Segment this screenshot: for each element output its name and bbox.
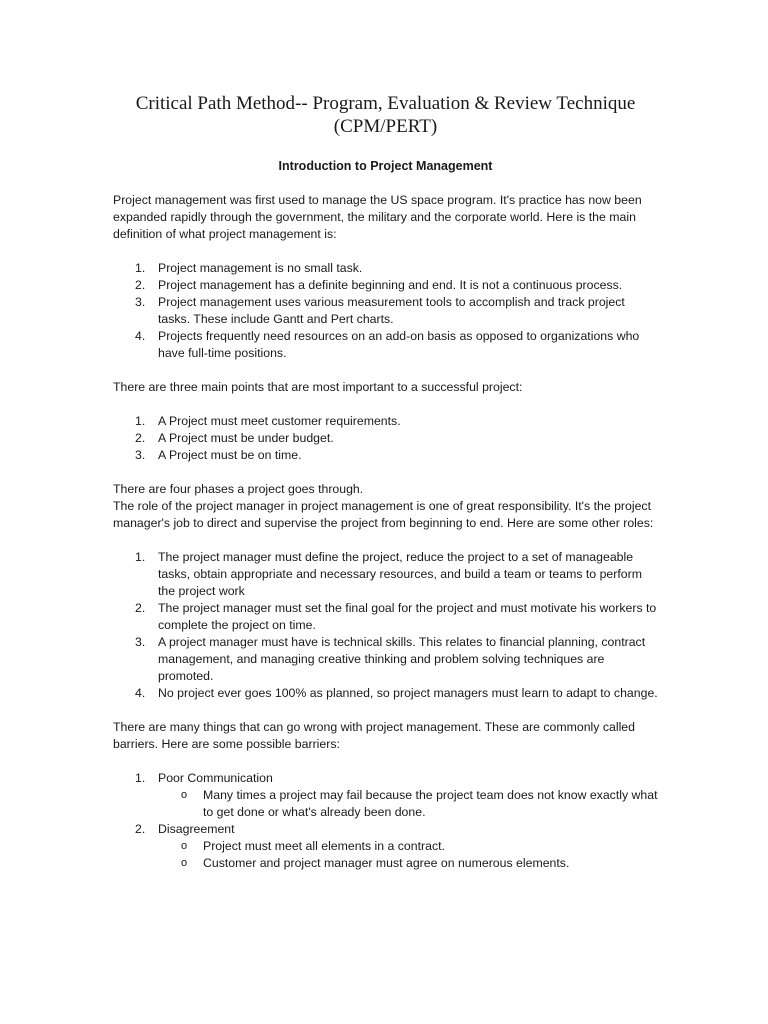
list-item: 3. A Project must be on time.	[135, 448, 302, 462]
list-item: 2. A Project must be under budget.	[135, 431, 334, 445]
list-item: 2. The project manager must set the final goal for the project and must motivate his workers to complete the project on time.	[135, 601, 657, 632]
roles-list	[113, 549, 658, 702]
list-item: 3. A project manager must have is technical skills. This relates to financial planning, contract management, and managing creative thinking and problem solving techniques are promoted.	[135, 635, 646, 683]
document-title-line-1: Critical Path Method-- Program, Evaluation & Review Technique	[135, 93, 636, 114]
sub-list-item: o Many times a project may fail because the project team does not know exactly what to get done or what's already been done.	[181, 788, 658, 819]
list-item: 1. Project management is no small task.	[135, 261, 363, 275]
list-item: 2. Disagreement o Project must meet all elements in a contract. o Customer and project manager must agree on numerous elements.	[113, 821, 658, 872]
circle-bullet-icon: o	[181, 789, 188, 801]
document-title	[113, 92, 658, 138]
sub-list-item: o Project must meet all elements in a contract.	[181, 839, 445, 853]
list-item: 4. No project ever goes 100% as planned, so project managers must learn to adapt to change.	[135, 686, 658, 700]
section-heading: Introduction to Project Management	[278, 159, 493, 173]
phases-paragraph: There are four phases a project goes through.	[113, 482, 364, 496]
list-item: 4. Projects frequently need resources on an add-on basis as opposed to organizations who have full-time positions.	[135, 329, 640, 360]
points-list	[113, 413, 658, 464]
points-intro-paragraph: There are three main points that are most important to a successful project:	[113, 380, 523, 394]
barriers-intro-paragraph: There are many things that can go wrong with project management. These are commonly called barriers. Here are some possible barriers:	[113, 720, 635, 751]
list-item: 1. Poor Communication o Many times a project may fail because the project team does not know exactly what to get done or what's already been done.	[135, 771, 658, 819]
document-title-line-2: (CPM/PERT)	[333, 116, 438, 137]
barriers-list	[113, 770, 658, 872]
intro-paragraph: Project management was first used to manage the US space program. It's practice has now been expanded rapidly through the government, the military and the corporate world. Here is the main definition of what project management is:	[113, 193, 642, 241]
sub-list	[158, 787, 658, 821]
list-item: 1. The project manager must define the project, reduce the project to a set of manageable tasks, obtain appropriate and necessary resources, and build a team or teams to perform the project work	[135, 550, 642, 598]
list-item: 2. Project management has a definite beginning and end. It is not a continuous process.	[135, 278, 623, 292]
role-intro-paragraph: The role of the project manager in project management is one of great responsibility. It's the project manager's job to direct and supervise the project from beginning to end. Here are some other roles:	[113, 499, 654, 530]
list-item: 3. Project management uses various measurement tools to accomplish and track project tasks. These include Gantt and Pert charts.	[135, 295, 625, 326]
circle-bullet-icon: o	[181, 857, 188, 869]
list-item: 1. A Project must meet customer requirements.	[135, 414, 401, 428]
circle-bullet-icon: o	[181, 840, 188, 852]
sub-list	[158, 838, 658, 872]
definitions-list	[113, 260, 658, 362]
sub-list-item: o Customer and project manager must agree on numerous elements.	[181, 856, 570, 870]
